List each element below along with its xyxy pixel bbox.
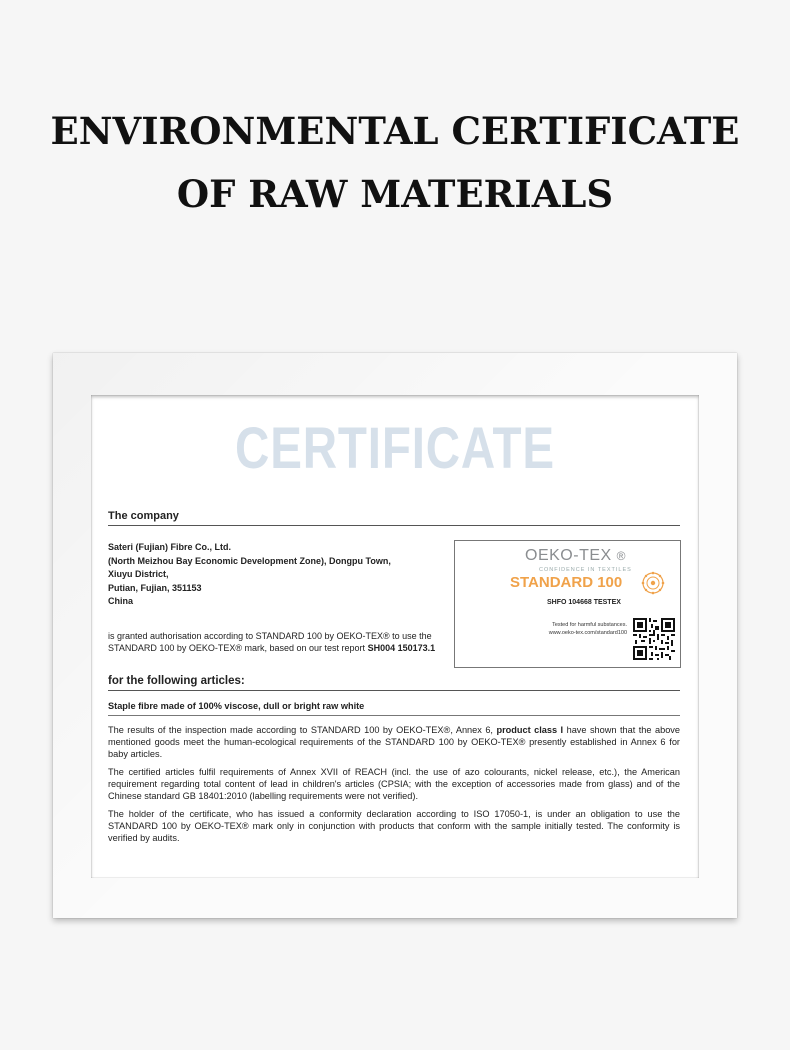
- address-line: Sateri (Fujian) Fibre Co., Ltd.: [108, 542, 232, 552]
- oeko-tex-logo: [525, 547, 626, 565]
- registered-mark: ®: [616, 549, 626, 563]
- address-line: (North Meizhou Bay Economic Development Zone), Dongpu Town,: [108, 555, 391, 566]
- article-description: Staple fibre made of 100% viscose, dull or bright raw white: [108, 700, 680, 716]
- product-class: product class I: [496, 725, 564, 735]
- paragraph-text: The results of the inspection made according to STANDARD 100 by OEKO-TEX®, Annex 6,: [108, 725, 493, 735]
- tested-url: www.oeko-tex.com/standard100: [548, 630, 627, 636]
- certificate-heading: CERTIFICATE: [235, 416, 555, 481]
- inspection-paragraph: [108, 724, 680, 760]
- qr-code-icon: [633, 618, 675, 660]
- standard-100-text: STANDARD 100: [510, 574, 623, 591]
- paragraph-text: have shown that the above mentioned goods meet the human-ecological requirements of the STANDARD 100 by OEKO-TEX® presently established in Annex 6 for baby articles.: [108, 725, 681, 759]
- report-number: SH004 150173.1: [367, 642, 436, 653]
- tested-line: Tested for harmful substances.: [552, 622, 627, 628]
- grant-statement: [108, 631, 438, 654]
- articles-section-heading: for the following articles:: [108, 675, 680, 691]
- conformity-paragraph: The holder of the certificate, who has issued a conformity declaration according to ISO 17050-1, is under an obligation to use the STANDARD 100 by OEKO-TEX® mark only in conjunction with products that conform with the sample initially tested. The conformity is verified by audits.: [108, 809, 680, 843]
- oeko-tex-tagline: CONFIDENCE IN TEXTILES: [539, 567, 632, 573]
- company-address: [108, 541, 391, 609]
- page-title-line-2: OF RAW MATERIALS: [176, 172, 614, 216]
- page-title-line-1: ENVIRONMENTAL CERTIFICATE: [50, 109, 740, 153]
- certificate-document: [91, 395, 699, 878]
- picture-frame: [53, 353, 737, 918]
- globe-icon: [641, 571, 665, 595]
- address-line: China: [108, 596, 134, 606]
- address-line: Xiuyu District,: [108, 569, 169, 579]
- oeko-tex-brand: OEKO-TEX: [525, 547, 612, 564]
- articles-body: [108, 700, 680, 850]
- oeko-tex-label: [454, 540, 681, 668]
- company-section-heading: The company: [108, 510, 680, 526]
- certificate-code: SHFO 104668 TESTEX: [547, 599, 621, 606]
- grant-text: is granted authorisation according to STANDARD 100 by OEKO-TEX® to use the STANDARD 100 by OEKO-TEX® mark, based on our test report: [108, 631, 432, 653]
- tested-note: [535, 621, 627, 637]
- requirements-paragraph: The certified articles fulfil requirements of Annex XVII of REACH (incl. the use of azo colourants, nickel release, etc.), the American requirement regarding total content of lead in children's articles (CPSIA; with the exception of accessories made from glass) and of the Chinese standard GB 18401:2010 (labelling requirements were not verified).: [108, 767, 680, 801]
- address-line: Putian, Fujian, 351153: [108, 582, 202, 593]
- page-title: [0, 100, 790, 226]
